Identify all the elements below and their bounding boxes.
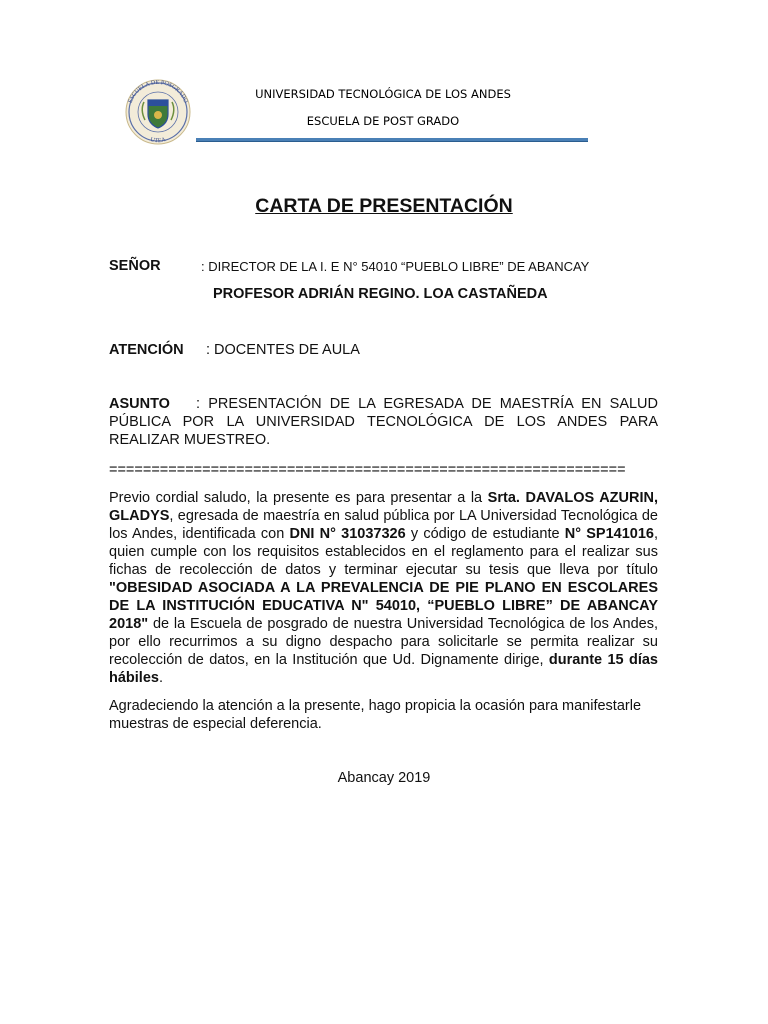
institution-name: UNIVERSIDAD TECNOLÓGICA DE LOS ANDES bbox=[255, 87, 511, 101]
body-text: Previo cordial saludo, la presente es para presentar a la bbox=[109, 490, 488, 506]
seal-bottom-text: UTEA bbox=[149, 137, 167, 145]
attention-value: : DOCENTES DE AULA bbox=[206, 342, 360, 358]
body-text: de la Escuela de posgrado de nuestra Universidad Tecnológica de los Andes, por ello recurrimos a su digno despacho para solicitarle se permita realizar su recolección de datos, en la Institución que Ud. Dignamente dirige, bbox=[109, 616, 658, 668]
city-date: Abancay 2019 bbox=[337, 770, 431, 786]
subject-value: : PRESENTACIÓN DE LA EGRESADA DE MAESTRÍA EN SALUD PÚBLICA POR LA UNIVERSIDAD TECNOLÓGICA DE LOS ANDES PARA REALIZAR MUESTREO. bbox=[109, 396, 658, 448]
body-paragraph bbox=[109, 489, 658, 687]
subject-paragraph bbox=[109, 395, 658, 449]
separator-line: ============================================================= bbox=[109, 462, 626, 478]
student-code: N° SP141016 bbox=[564, 526, 654, 542]
deadline: durante 15 días hábiles bbox=[109, 652, 658, 686]
university-seal-logo bbox=[118, 78, 198, 146]
recipient-name: PROFESOR ADRIÁN REGINO. LOA CASTAÑEDA bbox=[213, 286, 548, 302]
recipient-label: SEÑOR bbox=[109, 258, 161, 274]
subject-label: ASUNTO bbox=[109, 396, 170, 412]
thesis-title: "OBESIDAD ASOCIADA A LA PREVALENCIA DE PIE PLANO EN ESCOLARES DE LA INSTITUCIÓN EDUCATIVA N" 54010, “PUEBLO LIBRE” DE ABANCAY 2018" bbox=[109, 580, 658, 632]
body-text: y código de estudiante bbox=[405, 526, 565, 542]
attention-label: ATENCIÓN bbox=[109, 342, 184, 358]
school-name: ESCUELA DE POST GRADO bbox=[306, 114, 460, 128]
body-text: . bbox=[158, 670, 163, 686]
recipient-value: : DIRECTOR DE LA I. E N° 54010 “PUEBLO LIBRE” DE ABANCAY bbox=[201, 259, 590, 274]
student-name: Srta. DAVALOS AZURIN, GLADYS bbox=[109, 490, 658, 524]
body-text: , egresada de maestría en salud pública por LA Universidad Tecnológica de los Andes, identificada con bbox=[109, 508, 658, 542]
student-dni: DNI N° 31037326 bbox=[289, 526, 406, 542]
closing-paragraph: Agradeciendo la atención a la presente, hago propicia la ocasión para manifestarle muestras de especial deferencia. bbox=[109, 698, 642, 732]
body-text: , quien cumple con los requisitos establecidos en el reglamento para el realizar sus fichas de recolección de datos y terminar ejecutar su tesis que lleva por título bbox=[109, 526, 658, 578]
letter-title: CARTA DE PRESENTACIÓN bbox=[255, 195, 513, 217]
header-divider bbox=[196, 138, 588, 142]
seal-top-text: ESCUELA DE POSGRADO bbox=[127, 79, 189, 105]
